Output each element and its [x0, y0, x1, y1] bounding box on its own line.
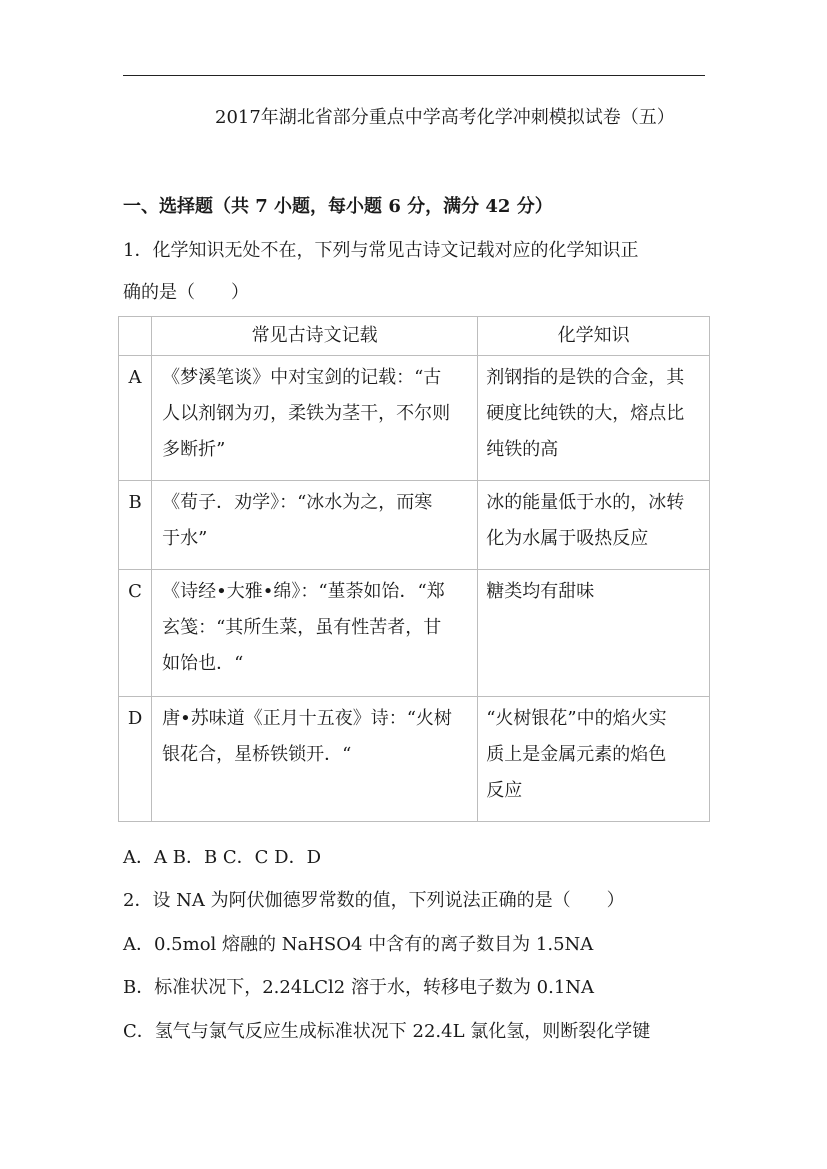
document-title: 2017年湖北省部分重点中学高考化学冲刺模拟试卷（五） [215, 107, 675, 128]
knowledge-line: 反应 [486, 780, 523, 801]
knowledge-cell [478, 570, 710, 697]
knowledge-cell [478, 356, 710, 481]
q1-stem-line2: 确的是（ ） [123, 282, 249, 303]
knowledge-line: 化为水属于吸热反应 [486, 528, 649, 549]
record-line: 《梦溪笔谈》中对宝剑的记载：“古 [162, 367, 442, 388]
table-row [119, 570, 710, 697]
knowledge-cell [478, 697, 710, 822]
knowledge-line: 糖类均有甜味 [486, 581, 595, 602]
section-heading: 一、选择题（共 7 小题，每小题 6 分，满分 42 分） [123, 196, 553, 217]
row-letter: A [119, 356, 152, 481]
table-row [119, 481, 710, 570]
header-letter-cell [119, 317, 152, 356]
header-rule [123, 75, 705, 76]
knowledge-line: 剂钢指的是铁的合金，其 [486, 367, 685, 388]
knowledge-line: 纯铁的高 [486, 439, 559, 460]
q1-table [118, 316, 710, 822]
knowledge-line: 冰的能量低于水的，冰转 [486, 492, 685, 513]
record-cell [152, 481, 478, 570]
q2-option-c: C．氢气与氯气反应生成标准状况下 22.4L 氯化氢，则断裂化学键 [123, 1021, 651, 1042]
row-letter: D [119, 697, 152, 822]
record-line: 于水” [162, 528, 208, 549]
record-line: 如饴也．“ [162, 653, 244, 674]
q2-option-b: B．标准状况下，2.24LCl2 溶于水，转移电子数为 0.1NA [123, 977, 595, 998]
q2-stem: 2．设 NA 为阿伏伽德罗常数的值，下列说法正确的是（ ） [123, 890, 625, 911]
record-line: 唐•苏味道《正月十五夜》诗：“火树 [162, 708, 452, 729]
knowledge-cell [478, 481, 710, 570]
table-row [119, 697, 710, 822]
header-knowledge: 化学知识 [478, 317, 710, 356]
q2-option-a: A．0.5mol 熔融的 NaHSO4 中含有的离子数目为 1.5NA [123, 934, 594, 955]
record-cell [152, 697, 478, 822]
q1-table-header [119, 317, 710, 356]
row-letter: B [119, 481, 152, 570]
row-letter: C [119, 570, 152, 697]
record-line: 玄笺：“其所生菜，虽有性苦者，甘 [162, 617, 442, 638]
knowledge-line: 硬度比纯铁的大，熔点比 [486, 403, 685, 424]
record-cell [152, 356, 478, 481]
record-line: 银花合，星桥铁锁开．“ [162, 744, 352, 765]
knowledge-line: “火树银花”中的焰火实 [486, 708, 667, 729]
knowledge-line: 质上是金属元素的焰色 [486, 744, 667, 765]
record-line: 《诗经•大雅•绵》：“堇荼如饴．“郑 [162, 581, 445, 602]
q1-stem-line1: 1．化学知识无处不在，下列与常见古诗文记载对应的化学知识正 [123, 240, 639, 261]
record-line: 人以剂钢为刃，柔铁为茎干，不尔则 [162, 403, 451, 424]
record-cell [152, 570, 478, 697]
q1-options: A．A B．B C．C D．D [123, 847, 322, 868]
table-row [119, 356, 710, 481]
record-line: 多断折” [162, 439, 226, 460]
header-record: 常见古诗文记载 [152, 317, 478, 356]
record-line: 《荀子．劝学》：“冰水为之，而寒 [162, 492, 433, 513]
